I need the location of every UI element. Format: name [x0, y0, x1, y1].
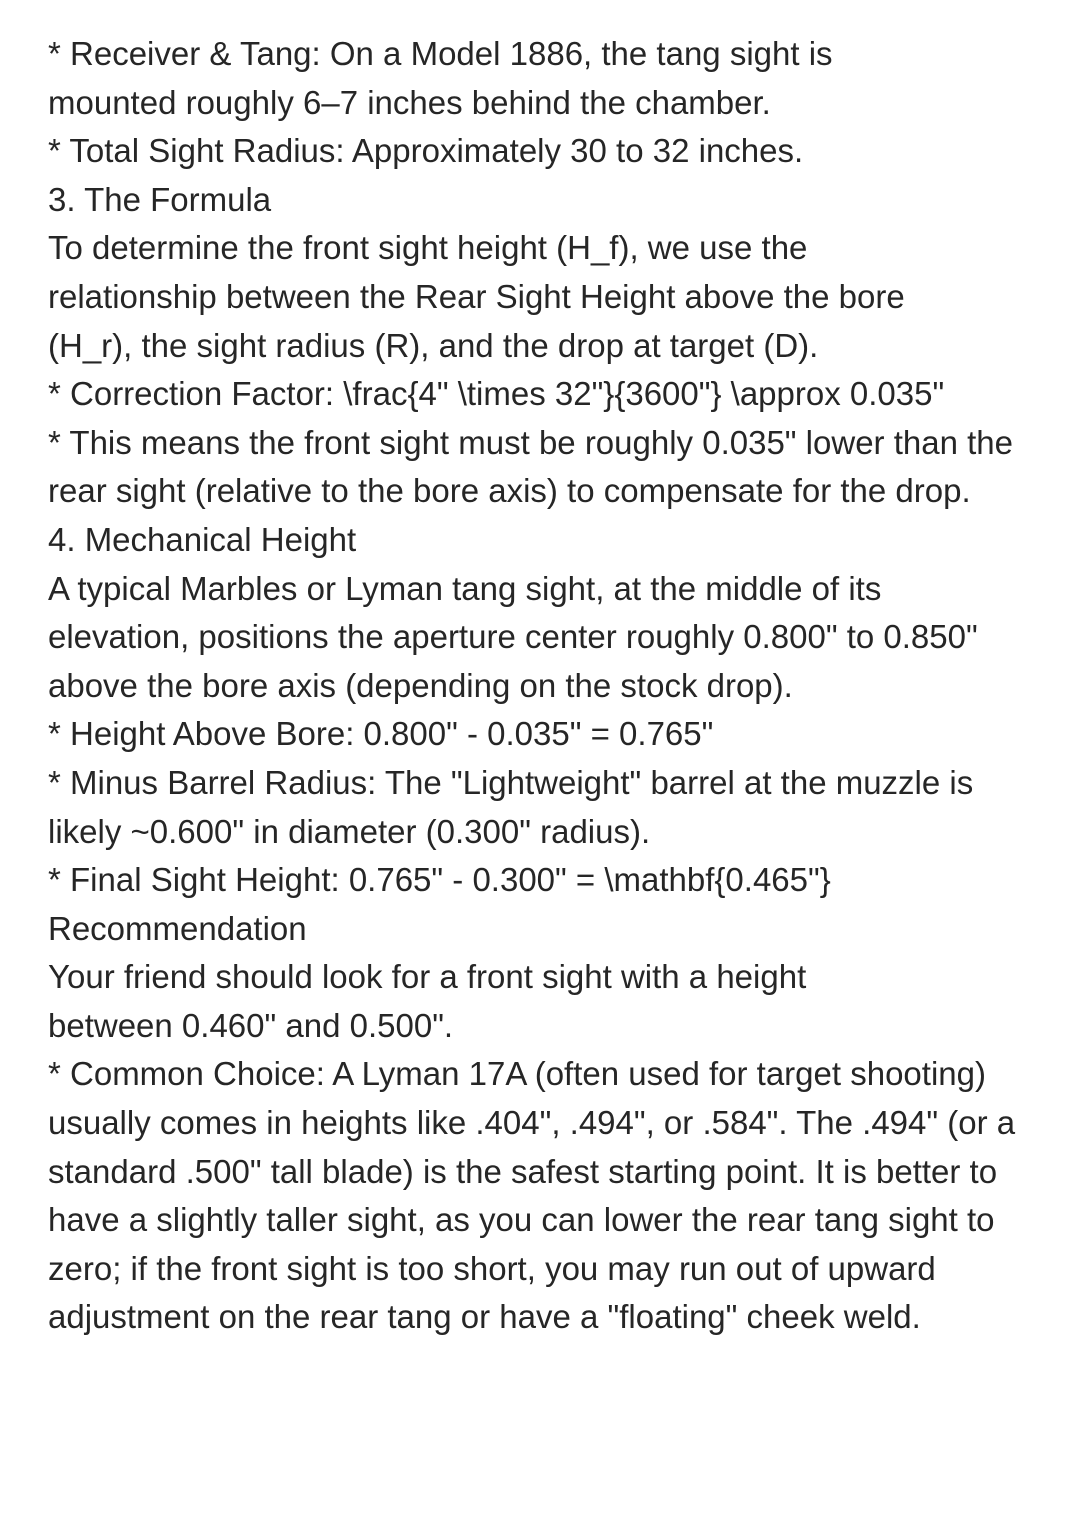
heading-formula: 3. The Formula: [48, 180, 272, 218]
bullet-total-sight-radius: * Total Sight Radius: Approximately 30 to 32 inches.: [48, 132, 804, 170]
heading-recommendation: Recommendation: [48, 909, 307, 947]
bullet-final-sight-height: * Final Sight Height: 0.765" - 0.300" = \mathbf{0.465"}: [48, 861, 831, 899]
heading-mechanical-height: 4. Mechanical Height: [48, 520, 357, 558]
bullet-correction-factor: * Correction Factor: \frac{4" \times 32"}{3600"} \approx 0.035": [48, 375, 945, 413]
bullet-common-choice: * Common Choice: A Lyman 17A (often used for target shooting) usually comes in heights like .404", .494", or .584". The .494" (or a standard .500" tall blade) is the safest starting point. It is better to have a slightly taller sight, as you can lower the rear tang sight to zero; if the front sight is too short, you may run out of upward adjustment on the rear tang or have a "floating" cheek weld.: [48, 1055, 1016, 1336]
bullet-front-sight-lower: * This means the front sight must be roughly 0.035" lower than the rear sight (relative to the bore axis) to compensate for the drop.: [48, 423, 1013, 510]
bullet-receiver-tang: * Receiver & Tang: On a Model 1886, the tang sight is mounted roughly 6–7 inches behind the chamber.: [48, 35, 833, 121]
paragraph-mechanical-height: A typical Marbles or Lyman tang sight, at the middle of its elevation, positions the aperture center roughly 0.800" to 0.850" above the bore axis (depending on the stock drop).: [48, 569, 978, 704]
bullet-minus-barrel-radius: * Minus Barrel Radius: The "Lightweight" barrel at the muzzle is likely ~0.600" in diameter (0.300" radius).: [48, 763, 974, 850]
paragraph-recommendation: Your friend should look for a front sight with a height between 0.460" and 0.500".: [48, 958, 807, 1044]
bullet-height-above-bore: * Height Above Bore: 0.800" - 0.035" = 0.765": [48, 715, 714, 753]
paragraph-formula: To determine the front sight height (H_f), we use the relationship between the Rear Sight Height above the bore (H_r), the sight radius (R), and the drop at target (D).: [48, 229, 905, 364]
